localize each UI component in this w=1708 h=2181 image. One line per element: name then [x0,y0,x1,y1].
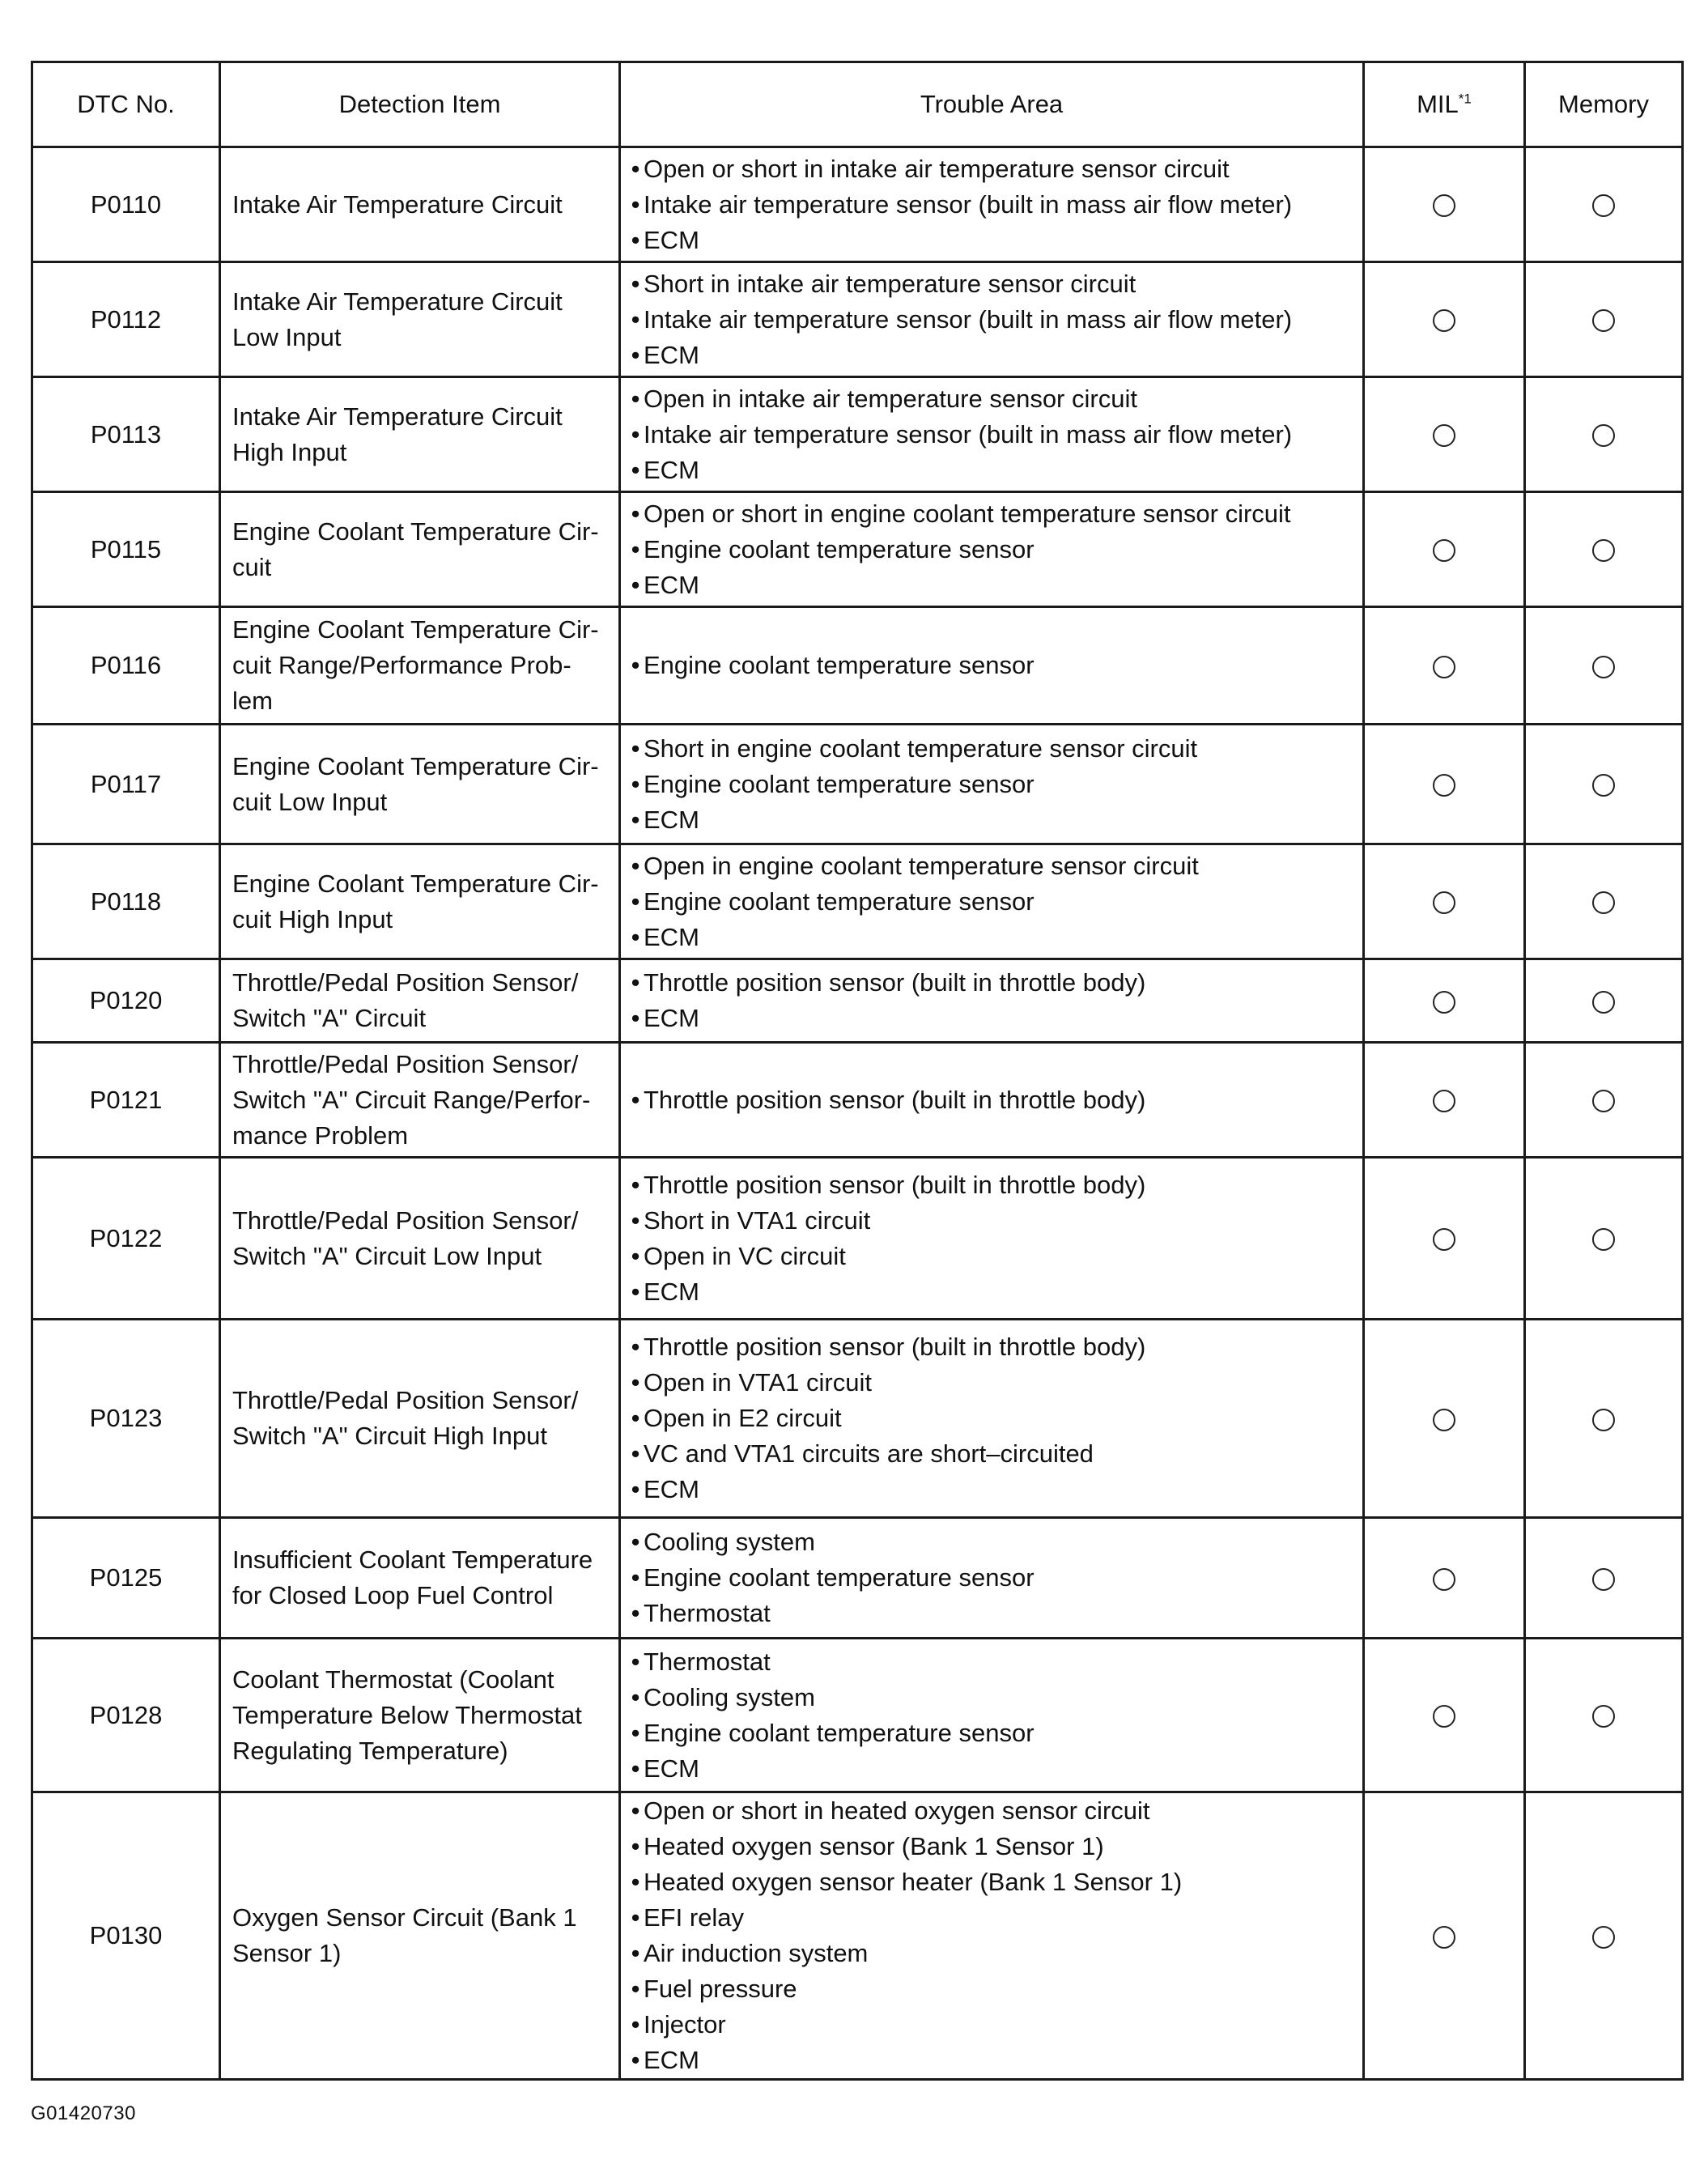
trouble-area-list [627,496,1354,603]
bullet-icon: • [631,1085,640,1114]
bullet-icon: • [631,1368,640,1397]
header-memory: Memory [1525,62,1683,147]
trouble-area-item [627,1239,1354,1274]
trouble-area-list [627,848,1354,955]
circle-icon [1433,991,1455,1014]
circle-icon [1433,424,1455,447]
trouble-area-text: Short in engine coolant temperature sensor circuit [644,733,1198,763]
circle-icon [1433,1409,1455,1431]
trouble-area-item [627,381,1354,417]
circle-icon [1592,1705,1615,1728]
circle-icon [1433,1090,1455,1112]
detection-item: Engine Coolant Temperature Cir-cuit [220,492,620,607]
trouble-area-text: Engine coolant temperature sensor [644,1563,1035,1592]
memory-cell [1525,607,1683,725]
bullet-icon: • [631,1241,640,1270]
bullet-icon: • [631,733,640,763]
trouble-area-text: Open in E2 circuit [644,1404,842,1432]
trouble-area-list [627,648,1354,683]
dtc-code: P0123 [32,1320,220,1518]
circle-icon [1592,539,1615,562]
trouble-area-text: Engine coolant temperature sensor [644,1718,1035,1747]
memory-cell [1525,1792,1683,2080]
trouble-area-text: Intake air temperature sensor (built in mass air flow meter) [644,189,1293,219]
bullet-icon: • [631,154,640,183]
trouble-area [620,607,1364,725]
trouble-area-item [627,648,1354,683]
mil-cell [1364,147,1525,262]
trouble-area [620,1518,1364,1639]
bullet-icon: • [631,1004,640,1032]
trouble-area-item [627,187,1354,223]
bullet-icon: • [631,534,640,563]
table-row [32,1320,1683,1518]
trouble-area [620,492,1364,607]
circle-icon [1433,194,1455,217]
trouble-area-text: Engine coolant temperature sensor [644,769,1035,798]
table-row [32,607,1683,725]
trouble-area-text: Cooling system [644,1528,815,1556]
memory-cell [1525,1639,1683,1792]
mil-cell [1364,1518,1525,1639]
trouble-area-text: Throttle position sensor (built in throttle body) [644,1333,1146,1361]
table-row [32,959,1683,1043]
bullet-icon: • [631,886,640,916]
detection-item: Engine Coolant Temperature Cir-cuit High Input [220,844,620,959]
mil-cell [1364,377,1525,492]
trouble-area [620,844,1364,959]
trouble-area-text: ECM [644,1475,699,1503]
detection-item: Oxygen Sensor Circuit (Bank 1 Sensor 1) [220,1792,620,2080]
dtc-code: P0116 [32,607,220,725]
trouble-area-item [627,1274,1354,1310]
dtc-code: P0121 [32,1043,220,1158]
trouble-area-list [627,965,1354,1036]
trouble-area [620,262,1364,377]
bullet-icon: • [631,1903,640,1932]
trouble-area [620,959,1364,1043]
detection-item: Engine Coolant Temperature Cir-cuit Range/Performance Prob-lem [220,607,620,725]
mil-cell [1364,725,1525,844]
trouble-area-item [627,767,1354,802]
table-row [32,1158,1683,1320]
trouble-area-item [627,731,1354,767]
dtc-table [31,61,1684,2081]
trouble-area-list [627,1524,1354,1631]
bullet-icon: • [631,922,640,951]
trouble-area [620,725,1364,844]
trouble-area-list [627,1167,1354,1310]
mil-cell [1364,959,1525,1043]
dtc-code: P0115 [32,492,220,607]
header-trouble-area: Trouble Area [620,62,1364,147]
dtc-code: P0128 [32,1639,220,1792]
trouble-area-text: ECM [644,570,699,599]
dtc-code: P0120 [32,959,220,1043]
bullet-icon: • [631,1563,640,1592]
circle-icon [1433,1568,1455,1591]
trouble-area-item [627,1436,1354,1472]
bullet-icon: • [631,269,640,298]
trouble-area-text: ECM [644,225,699,254]
trouble-area-text: ECM [644,455,699,484]
memory-cell [1525,725,1683,844]
table-body [32,147,1683,2080]
bullet-icon: • [631,1868,640,1896]
trouble-area-text: Intake air temperature sensor (built in mass air flow meter) [644,304,1293,334]
memory-cell [1525,377,1683,492]
trouble-area-text: VC and VTA1 circuits are short–circuited [644,1439,1094,1468]
circle-icon [1433,539,1455,562]
trouble-area-text: Open or short in engine coolant temperature sensor circuit [644,499,1291,528]
trouble-area-text: Intake air temperature sensor (built in mass air flow meter) [644,419,1293,449]
trouble-area-item [627,1596,1354,1631]
trouble-area-text: Throttle position sensor (built in throttle body) [644,1085,1146,1114]
circle-icon [1433,1705,1455,1728]
bullet-icon: • [631,1796,640,1825]
circle-icon [1592,656,1615,678]
memory-cell [1525,1043,1683,1158]
bullet-icon: • [631,419,640,449]
trouble-area-item [627,302,1354,338]
trouble-area-list [627,1793,1354,2078]
trouble-area-list [627,151,1354,258]
figure-code: G01420730 [31,2102,136,2124]
bullet-icon: • [631,1718,640,1747]
trouble-area-list [627,381,1354,488]
trouble-area-item [627,568,1354,603]
trouble-area-list [627,266,1354,373]
trouble-area-item [627,1001,1354,1036]
circle-icon [1592,1568,1615,1591]
trouble-area-text: Open in engine coolant temperature sensor circuit [644,851,1199,880]
trouble-area-text: ECM [644,922,699,951]
detection-item: Throttle/Pedal Position Sensor/ Switch "A" Circuit Range/Perfor-mance Problem [220,1043,620,1158]
trouble-area-list [627,1644,1354,1787]
dtc-code: P0118 [32,844,220,959]
bullet-icon: • [631,1475,640,1503]
trouble-area-item [627,920,1354,955]
trouble-area-text: Fuel pressure [644,1975,797,2003]
bullet-icon: • [631,851,640,880]
table-row [32,262,1683,377]
trouble-area-text: Throttle position sensor (built in throttle body) [644,968,1146,997]
trouble-area-list [627,1082,1354,1118]
bullet-icon: • [631,1439,640,1468]
trouble-area-item [627,1864,1354,1900]
bullet-icon: • [631,1404,640,1432]
table-row [32,377,1683,492]
bullet-icon: • [631,340,640,369]
trouble-area-text: Open in VTA1 circuit [644,1368,872,1397]
mil-cell [1364,1158,1525,1320]
trouble-area-item [627,2007,1354,2043]
trouble-area-text: ECM [644,1004,699,1032]
bullet-icon: • [631,805,640,834]
bullet-icon: • [631,304,640,334]
trouble-area-item [627,1203,1354,1239]
trouble-area-text: ECM [644,805,699,834]
trouble-area-text: Open or short in intake air temperature sensor circuit [644,154,1230,183]
dtc-code: P0130 [32,1792,220,2080]
circle-icon [1433,656,1455,678]
circle-icon [1592,1090,1615,1112]
trouble-area-text: Cooling system [644,1682,815,1711]
trouble-area [620,1792,1364,2080]
bullet-icon: • [631,384,640,413]
trouble-area-item [627,1680,1354,1715]
bullet-icon: • [631,2046,640,2074]
circle-icon [1592,774,1615,797]
bullet-icon: • [631,1528,640,1556]
table-row [32,1043,1683,1158]
trouble-area-item [627,266,1354,302]
table-row [32,1518,1683,1639]
trouble-area-item [627,1900,1354,1936]
trouble-area-item [627,417,1354,453]
trouble-area-text: Engine coolant temperature sensor [644,651,1035,679]
trouble-area-item [627,151,1354,187]
detection-item: Insufficient Coolant Temperature for Closed Loop Fuel Control [220,1518,620,1639]
circle-icon [1592,891,1615,914]
bullet-icon: • [631,1682,640,1711]
trouble-area-item [627,1329,1354,1365]
trouble-area-item [627,1365,1354,1401]
trouble-area-item [627,1401,1354,1436]
trouble-area [620,1043,1364,1158]
trouble-area-text: Thermostat [644,1647,771,1676]
trouble-area-item [627,1082,1354,1118]
table-row [32,492,1683,607]
trouble-area-text: ECM [644,1754,699,1783]
trouble-area-text: Open in intake air temperature sensor circuit [644,384,1137,413]
trouble-area [620,377,1364,492]
trouble-area-item [627,1829,1354,1864]
mil-cell [1364,1043,1525,1158]
detection-item: Intake Air Temperature Circuit High Input [220,377,620,492]
trouble-area-item [627,884,1354,920]
trouble-area-item [627,1971,1354,2007]
mil-cell [1364,262,1525,377]
bullet-icon: • [631,1170,640,1199]
trouble-area-item [627,1793,1354,1829]
trouble-area-item [627,338,1354,373]
memory-cell [1525,959,1683,1043]
circle-icon [1433,1926,1455,1949]
bullet-icon: • [631,1277,640,1306]
trouble-area-text: Engine coolant temperature sensor [644,886,1035,916]
bullet-icon: • [631,189,640,219]
dtc-code: P0117 [32,725,220,844]
trouble-area-text: Open or short in heated oxygen sensor circuit [644,1796,1150,1825]
trouble-area-item [627,1167,1354,1203]
trouble-area [620,147,1364,262]
trouble-area-item [627,1560,1354,1596]
trouble-area [620,1320,1364,1518]
mil-cell [1364,607,1525,725]
memory-cell [1525,262,1683,377]
trouble-area-text: ECM [644,1277,699,1306]
dtc-code: P0113 [32,377,220,492]
table-row [32,1792,1683,2080]
bullet-icon: • [631,455,640,484]
trouble-area-item [627,1472,1354,1507]
trouble-area-item [627,802,1354,838]
bullet-icon: • [631,1599,640,1627]
detection-item: Coolant Thermostat (Coolant Temperature Below Thermostat Regulating Temperature) [220,1639,620,1792]
trouble-area-item [627,848,1354,884]
memory-cell [1525,844,1683,959]
memory-cell [1525,1158,1683,1320]
trouble-area-item [627,1644,1354,1680]
header-mil-footnote: *1 [1458,91,1472,107]
circle-icon [1592,1926,1615,1949]
bullet-icon: • [631,1832,640,1860]
bullet-icon: • [631,1647,640,1676]
circle-icon [1433,891,1455,914]
mil-cell [1364,1639,1525,1792]
bullet-icon: • [631,499,640,528]
trouble-area-item [627,223,1354,258]
trouble-area [620,1158,1364,1320]
memory-cell [1525,1320,1683,1518]
table-row [32,725,1683,844]
dtc-code: P0110 [32,147,220,262]
trouble-area-text: ECM [644,340,699,369]
memory-cell [1525,147,1683,262]
bullet-icon: • [631,968,640,997]
bullet-icon: • [631,1754,640,1783]
trouble-area-item [627,496,1354,532]
header-mil [1364,62,1525,147]
detection-item: Throttle/Pedal Position Sensor/ Switch "A" Circuit [220,959,620,1043]
circle-icon [1592,1228,1615,1251]
trouble-area-text: Engine coolant temperature sensor [644,534,1035,563]
trouble-area-text: Heated oxygen sensor (Bank 1 Sensor 1) [644,1832,1104,1860]
trouble-area-text: Throttle position sensor (built in throttle body) [644,1170,1146,1199]
trouble-area-list [627,731,1354,838]
table-row [32,844,1683,959]
detection-item: Intake Air Temperature Circuit [220,147,620,262]
header-mil-label: MIL [1417,90,1459,118]
header-detection-item: Detection Item [220,62,620,147]
header-dtc-no: DTC No. [32,62,220,147]
table-row [32,1639,1683,1792]
mil-cell [1364,844,1525,959]
trouble-area-text: Thermostat [644,1599,771,1627]
trouble-area-item [627,1751,1354,1787]
trouble-area-text: Injector [644,2010,726,2039]
trouble-area-text: Heated oxygen sensor heater (Bank 1 Sensor 1) [644,1868,1183,1896]
bullet-icon: • [631,225,640,254]
detection-item: Throttle/Pedal Position Sensor/ Switch "A" Circuit Low Input [220,1158,620,1320]
table-row [32,147,1683,262]
bullet-icon: • [631,1975,640,2003]
dtc-code: P0112 [32,262,220,377]
bullet-icon: • [631,2010,640,2039]
trouble-area-item [627,1715,1354,1751]
circle-icon [1592,194,1615,217]
memory-cell [1525,492,1683,607]
trouble-area-text: Open in VC circuit [644,1241,846,1270]
circle-icon [1592,991,1615,1014]
circle-icon [1592,424,1615,447]
bullet-icon: • [631,769,640,798]
trouble-area-text: Short in VTA1 circuit [644,1205,871,1235]
detection-item: Throttle/Pedal Position Sensor/ Switch "A" Circuit High Input [220,1320,620,1518]
circle-icon [1592,1409,1615,1431]
bullet-icon: • [631,1939,640,1967]
bullet-icon: • [631,651,640,679]
detection-item: Intake Air Temperature Circuit Low Input [220,262,620,377]
trouble-area [620,1639,1364,1792]
circle-icon [1592,309,1615,332]
trouble-area-item [627,453,1354,488]
trouble-area-item [627,2043,1354,2078]
trouble-area-list [627,1329,1354,1507]
table-header [32,62,1683,147]
memory-cell [1525,1518,1683,1639]
circle-icon [1433,774,1455,797]
mil-cell [1364,1792,1525,2080]
trouble-area-text: ECM [644,2046,699,2074]
trouble-area-item [627,965,1354,1001]
bullet-icon: • [631,570,640,599]
circle-icon [1433,1228,1455,1251]
circle-icon [1433,309,1455,332]
trouble-area-text: EFI relay [644,1903,745,1932]
trouble-area-item [627,1936,1354,1971]
trouble-area-text: Air induction system [644,1939,869,1967]
dtc-code: P0125 [32,1518,220,1639]
trouble-area-item [627,1524,1354,1560]
header-row [32,62,1683,147]
mil-cell [1364,492,1525,607]
bullet-icon: • [631,1333,640,1361]
mil-cell [1364,1320,1525,1518]
trouble-area-item [627,532,1354,568]
detection-item: Engine Coolant Temperature Cir-cuit Low Input [220,725,620,844]
dtc-code: P0122 [32,1158,220,1320]
trouble-area-text: Short in intake air temperature sensor circuit [644,269,1137,298]
bullet-icon: • [631,1205,640,1235]
